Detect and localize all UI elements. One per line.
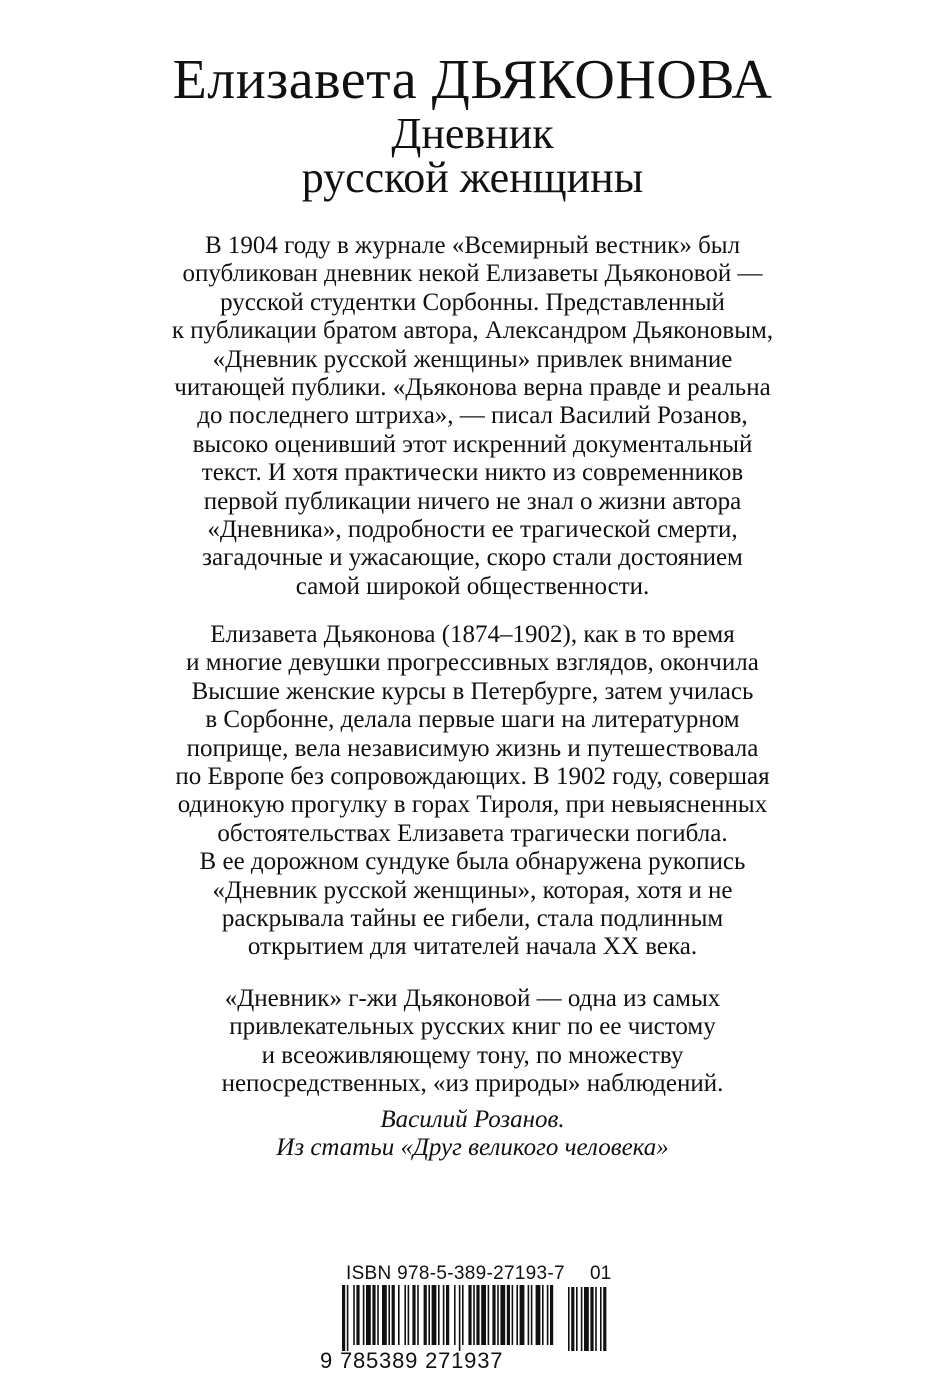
isbn-barcode — [320, 1263, 620, 1375]
text-line: обстоятельствах Елизавета трагически погибла. — [217, 819, 728, 847]
barcode-bar — [408, 1285, 410, 1345]
barcode-bar — [347, 1285, 349, 1351]
barcode-addon-bar — [603, 1287, 606, 1351]
quote-paragraph — [60, 985, 885, 1099]
text-line: до последнего штриха», — писал Василий Розанов, — [197, 402, 748, 430]
barcode-bar — [432, 1285, 437, 1345]
attribution-line: Из статьи «Друг великого человека» — [276, 1134, 669, 1161]
text-line: высоко оценивший этот искренний документальный — [192, 430, 753, 458]
book-title — [0, 109, 945, 202]
barcode-bar — [412, 1285, 415, 1345]
barcode-bar — [454, 1285, 456, 1345]
text-line: первой публикации ничего не знал о жизни автора — [203, 487, 742, 515]
text-line: к публикации братом автора, Александром Дьяконовым, — [171, 317, 774, 345]
barcode-addon-bar — [576, 1287, 578, 1351]
text-line: опубликован дневник некой Елизаветы Дьяконовой — — [182, 260, 763, 288]
barcode-bar — [531, 1285, 533, 1345]
text-line: раскрывала тайны ее гибели, стала подлинным — [221, 905, 724, 933]
barcode-bar — [476, 1285, 479, 1345]
barcode-bar — [398, 1285, 400, 1345]
barcode-bar — [372, 1285, 375, 1345]
barcode-bar — [512, 1285, 514, 1345]
barcode-bar — [528, 1285, 530, 1345]
barcode-bar — [392, 1285, 395, 1345]
text-line: «Дневник русской женщины» привлек внимание — [212, 345, 733, 373]
quote-attribution — [0, 1106, 945, 1162]
barcode-bar — [492, 1285, 495, 1345]
barcode-addon-bar — [571, 1287, 574, 1351]
text-line: непосредственных, «из природы» наблюдений. — [221, 1070, 724, 1098]
attribution-line: Василий Розанов. — [380, 1106, 565, 1133]
barcode-bars — [320, 1285, 620, 1351]
text-line: привлекательных русских книг по ее чистому — [229, 1013, 716, 1041]
text-line: самой широкой общественности. — [295, 572, 650, 600]
barcode-addon-label: 01 — [590, 1263, 612, 1284]
text-line: читающей публики. «Дьяконова верна правде и реальна — [174, 374, 771, 402]
barcode-bar — [547, 1285, 549, 1345]
barcode-bar — [542, 1285, 544, 1345]
barcode-bar — [488, 1285, 490, 1345]
barcode-bar — [388, 1285, 390, 1345]
barcode-bar — [382, 1285, 387, 1345]
barcode-bar — [459, 1285, 461, 1351]
book-author: Елизавета ДЬЯКОНОВА — [172, 49, 773, 111]
barcode-bar — [468, 1285, 471, 1345]
barcode-digits: 9 785389 271937 — [320, 1348, 504, 1373]
text-line: в Сорбонне, делала первые шаги на литературном — [205, 706, 740, 734]
text-line: Елизавета Дьяконова (1874–1902), как в то время — [210, 621, 735, 648]
text-line: и многие девушки прогрессивных взглядов, окончила — [186, 649, 759, 677]
text-line: русской студентки Сорбонны. Представленный — [220, 288, 725, 316]
text-line: «Дневник русской женщины», которая, хотя и не — [212, 876, 733, 904]
barcode-bar — [404, 1285, 406, 1345]
barcode-addon-bar — [581, 1287, 583, 1351]
annotation-paragraph-2 — [60, 621, 885, 962]
text-line: по Европе без сопровождающих. В 1902 году, совершая — [175, 763, 770, 791]
text-line: Высшие женские курсы в Петербурге, затем училась — [191, 677, 754, 705]
text-line: открытием для читателей начала XX века. — [247, 933, 698, 961]
barcode-bar — [353, 1285, 355, 1345]
text-line: поприще, вела независимую жизнь и путешествовала — [186, 734, 759, 762]
barcode-bar — [356, 1285, 359, 1345]
barcode-bar — [424, 1285, 427, 1345]
barcode-bar — [550, 1285, 553, 1345]
annotation-paragraph-1 — [60, 232, 885, 601]
barcode-bar — [438, 1285, 440, 1345]
barcode-bar — [507, 1285, 510, 1345]
barcode-bar — [500, 1285, 505, 1345]
text-line: текст. И хотя практически никто из современников — [201, 459, 744, 487]
barcode-addon-bar — [595, 1287, 597, 1351]
barcode-addon-bar — [568, 1287, 570, 1351]
barcode-bar — [428, 1285, 430, 1345]
barcode-bar — [462, 1285, 464, 1345]
barcode-bar — [417, 1285, 419, 1345]
barcode-bar — [473, 1285, 475, 1345]
barcode-bar — [516, 1285, 518, 1345]
barcode-addon-bar — [584, 1287, 589, 1351]
barcode-bar — [446, 1285, 449, 1345]
barcode-addon-bar — [600, 1287, 602, 1351]
barcode-addon-bar — [590, 1287, 593, 1351]
barcode-bar — [481, 1285, 486, 1345]
barcode-bar — [520, 1285, 525, 1345]
text-line: «Дневник» г-жи Дьяконовой — одна из самых — [224, 985, 721, 1012]
barcode-bar — [366, 1285, 371, 1345]
barcode-bar — [497, 1285, 499, 1345]
text-line: и всеоживляющему тону, по множеству — [261, 1041, 684, 1069]
isbn-label: ISBN 978-5-389-27193-7 — [346, 1263, 565, 1284]
text-line: «Дневника», подробности ее трагической смерти, — [207, 516, 738, 544]
text-line: загадочные и ужасающие, скоро стали достоянием — [202, 544, 743, 572]
book-title-line: русской женщины — [301, 153, 644, 202]
text-line: В 1904 году в журнале «Всемирный вестник» был — [204, 232, 741, 259]
barcode-bar — [342, 1285, 345, 1351]
barcode-bar — [377, 1285, 379, 1345]
book-title-line: Дневник — [391, 109, 554, 158]
barcode-bar — [443, 1285, 445, 1345]
text-line: В ее дорожном сундуке была обнаружена рукопись — [199, 848, 746, 876]
text-line: одинокую прогулку в горах Тироля, при невыясненных — [177, 791, 768, 819]
barcode-bar — [363, 1285, 365, 1345]
barcode-bar — [536, 1285, 541, 1345]
